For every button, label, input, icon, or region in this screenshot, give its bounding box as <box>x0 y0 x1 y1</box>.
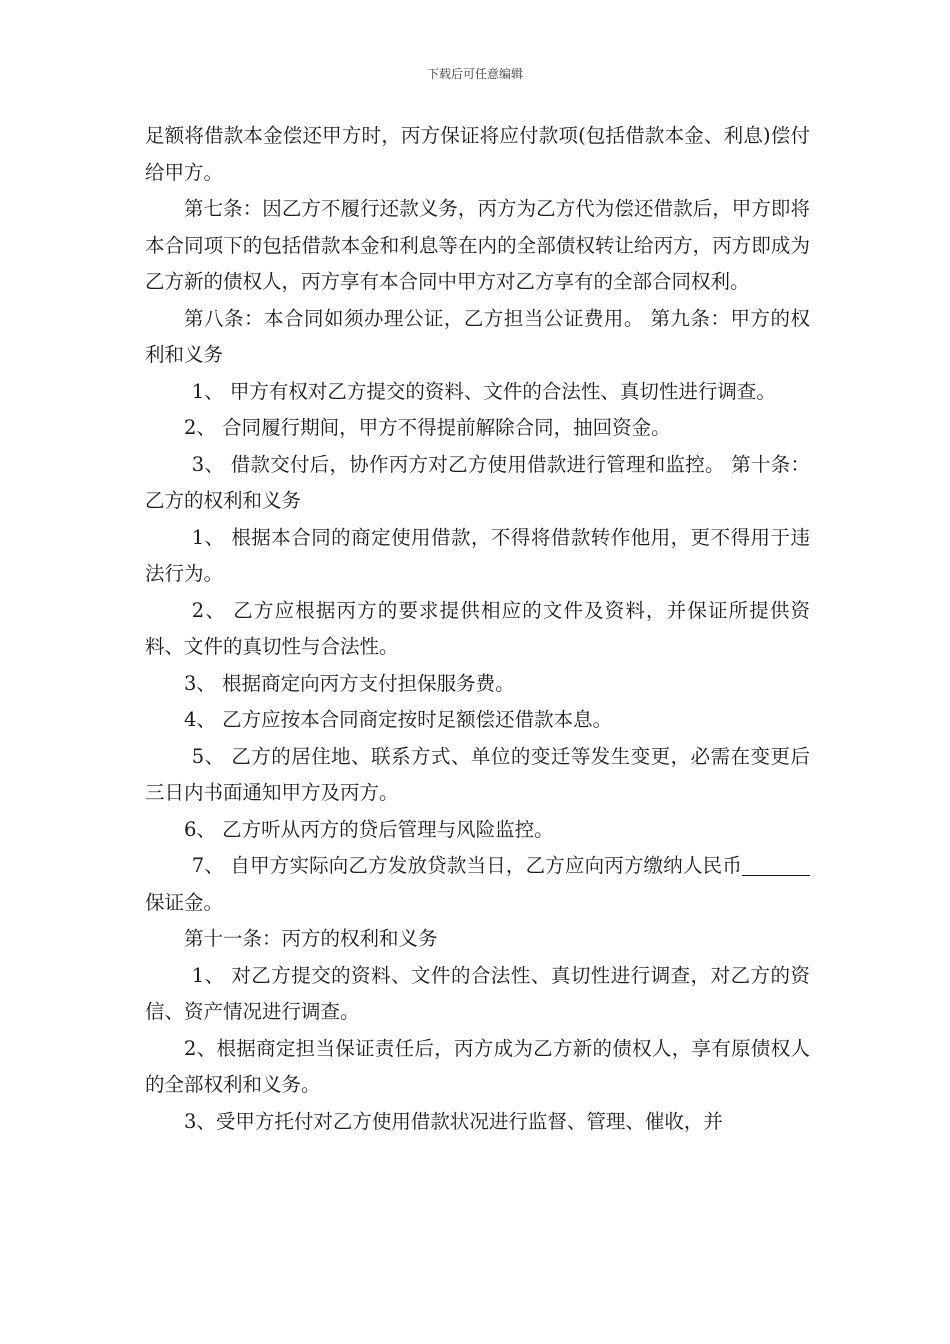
article-9-item-2: 2、 合同履行期间，甲方不得提前解除合同，抽回资金。 <box>184 416 671 439</box>
article-10-item-1: 1、 根据本合同的商定使用借款，不得将借款转作他用，更不得用于违法行为。 <box>145 525 810 585</box>
article-10-item-4: 4、 乙方应按本合同商定按时足额偿还借款本息。 <box>184 708 613 731</box>
article-9-item-1: 1、 甲方有权对乙方提交的资料、文件的合法性、真切性进行调查。 <box>191 379 776 403</box>
article-11-item-3: 3、受甲方托付对乙方使用借款状况进行监督、管理、催收，并 <box>184 1109 723 1133</box>
amount-blank <box>742 855 810 876</box>
article-10-item-3: 3、 根据商定向丙方支付担保服务费。 <box>184 671 515 695</box>
document-body <box>145 118 810 1140</box>
article-9-item-3: 3、 借款交付后，协作丙方对乙方使用借款进行管理和监控。 第十条：乙方的权利和义务 <box>145 452 810 512</box>
article-10-item-2: 2、 乙方应根据丙方的要求提供相应的文件及资料，并保证所提供资料、文件的真切性与合法性。 <box>145 598 810 658</box>
paragraph-1: 足额将借款本金偿还甲方时，丙方保证将应付款项(包括借款本金、利息)偿付给甲方。 <box>145 124 810 184</box>
page-header: 下载后可任意编辑 <box>426 67 523 81</box>
article-8-9: 第八条：本合同如须办理公证，乙方担当公证费用。 第九条：甲方的权利和义务 <box>145 306 810 366</box>
article-11-heading: 第十一条：丙方的权利和义务 <box>184 927 438 950</box>
article-10-item-7-text-after: 保证金。 <box>145 890 224 914</box>
article-11-item-1: 1、 对乙方提交的资料、文件的合法性、真切性进行调查，对乙方的资信、资产情况进行调查。 <box>145 963 810 1023</box>
article-11-item-2: 2、根据商定担当保证责任后，丙方成为乙方新的债权人，享有原债权人的全部权利和义务。 <box>145 1036 810 1096</box>
article-10-item-5: 5、 乙方的居住地、联系方式、单位的变迁等发生变更，必需在变更后三日内书面通知甲方及丙方。 <box>145 744 810 804</box>
article-10-item-7 <box>145 848 810 921</box>
article-7: 第七条：因乙方不履行还款义务，丙方为乙方代为偿还借款后，甲方即将本合同项下的包括借款本金和利息等在内的全部债权转让给丙方，丙方即成为乙方新的债权人，丙方享有本合同中甲方对乙方享有的全部合同权利。 <box>145 197 810 293</box>
article-10-item-6: 6、 乙方听从丙方的贷后管理与风险监控。 <box>184 817 554 841</box>
article-10-item-7-text-before: 7、 自甲方实际向乙方发放贷款当日，乙方应向丙方缴纳人民币 <box>191 854 742 877</box>
